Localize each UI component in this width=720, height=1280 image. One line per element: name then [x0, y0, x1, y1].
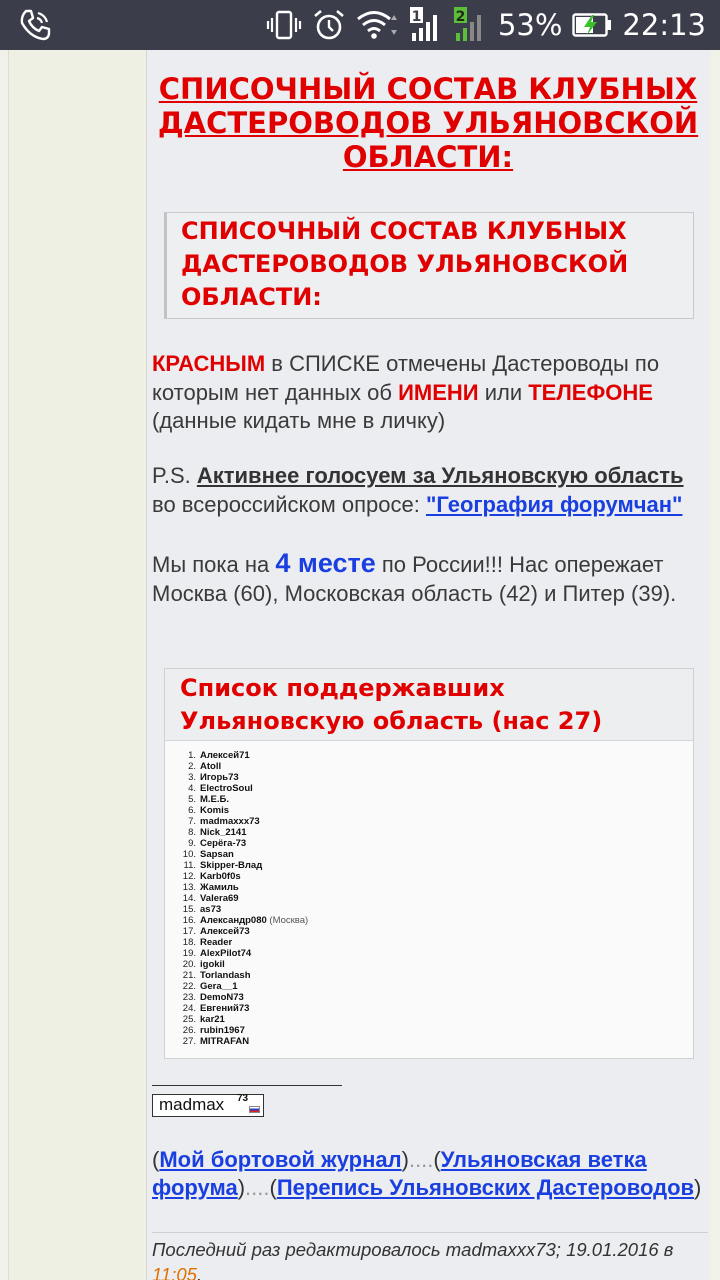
- alarm-icon: [312, 8, 346, 42]
- text-segment: Мы пока на: [152, 552, 276, 577]
- phone-call-icon: [18, 8, 52, 47]
- list-item: [179, 904, 308, 915]
- list-item-note: (Москва): [266, 915, 309, 926]
- list-item: [179, 981, 308, 992]
- paragraph-ps: [152, 462, 712, 519]
- list-item-number: 13.: [182, 882, 196, 893]
- list-item-name: Игорь73: [200, 772, 239, 783]
- list-item: [179, 805, 308, 816]
- list-item-number: 22.: [182, 981, 196, 992]
- text-segment: или: [478, 379, 529, 405]
- list-item-name: as73: [200, 904, 222, 915]
- edited-time: 11:05: [152, 1264, 197, 1280]
- badge-text: madmax: [159, 1095, 225, 1114]
- list-item-name: М.Е.Б.: [200, 794, 229, 805]
- list-item: [179, 772, 308, 783]
- list-item: [179, 783, 308, 794]
- list-item-name: Алексей71: [200, 750, 250, 761]
- list-item: [179, 816, 308, 827]
- supporters-box: [164, 668, 694, 1059]
- edited-text: Последний раз редактировалось madmaxxx73; 19.01.2016 в: [152, 1239, 674, 1260]
- list-item: [179, 794, 308, 805]
- list-item: [179, 882, 308, 893]
- list-item-name: Евгений73: [200, 1003, 250, 1014]
- list-item: [179, 1003, 308, 1014]
- list-item-name: Torlandash: [200, 970, 251, 981]
- list-item: [179, 915, 308, 926]
- list-item-number: 19.: [182, 948, 196, 959]
- list-item-name: Karb0f0s: [200, 871, 241, 882]
- list-item-number: 26.: [182, 1025, 196, 1036]
- list-item: [179, 948, 308, 959]
- list-item-name: Nick_2141: [200, 827, 247, 838]
- list-item: [179, 937, 308, 948]
- supporters-header: [165, 669, 693, 741]
- rank-highlight: 4 месте: [275, 548, 376, 578]
- edited-note: [152, 1237, 712, 1280]
- red-phone: ТЕЛЕФОНЕ: [528, 379, 653, 405]
- list-item-name: DemoN73: [200, 992, 244, 1003]
- census-link[interactable]: Перепись Ульяновских Дастероводов: [276, 1175, 695, 1200]
- list-item: [179, 926, 308, 937]
- ps-label: P.S.: [152, 463, 197, 488]
- list-item-name: ElectroSoul: [200, 783, 253, 794]
- paren: (: [269, 1175, 277, 1200]
- vote-call: Активнее голосуем за Ульяновскую область: [196, 463, 684, 488]
- list-item-number: 2.: [188, 761, 196, 772]
- list-item-name: Жамиль: [200, 882, 239, 893]
- list-item-number: 6.: [188, 805, 196, 816]
- text-segment: во всероссийском опросе:: [152, 491, 426, 517]
- footer-divider: [152, 1232, 708, 1233]
- list-item-number: 9.: [188, 838, 196, 849]
- list-item-number: 17.: [182, 926, 196, 937]
- red-word: КРАСНЫМ: [152, 351, 266, 376]
- text-segment: по России!!! Нас опережает Москва (60), Московская область (42) и Питер (39).: [152, 552, 677, 606]
- paren: (: [152, 1147, 160, 1172]
- svg-text:2: 2: [455, 9, 466, 25]
- list-item-name: Atoll: [200, 761, 222, 772]
- list-item-name: igokil: [200, 959, 225, 970]
- signature-links: [152, 1146, 712, 1202]
- post-title: СПИСОЧНЫЙ СОСТАВ КЛУБНЫХ ДАСТЕРОВОДОВ УЛЬЯНОВСКОЙ ОБЛАСТИ:: [157, 72, 699, 174]
- list-item-name: Komis: [200, 805, 230, 816]
- status-bar: [0, 0, 720, 50]
- user-badge[interactable]: [152, 1094, 264, 1117]
- list-item-number: 10.: [182, 849, 196, 860]
- list-item-number: 23.: [182, 992, 196, 1003]
- signal-icon-sim2: [454, 7, 488, 43]
- list-item-name: Александр080: [200, 915, 267, 926]
- list-item: [179, 838, 308, 849]
- list-item-number: 11.: [183, 860, 196, 871]
- list-item-number: 24.: [182, 1003, 196, 1014]
- clock: 22:13: [622, 8, 706, 42]
- flag-icon: [249, 1106, 260, 1113]
- list-item: [179, 1036, 308, 1047]
- paren: (: [433, 1147, 441, 1172]
- list-item-number: 3.: [188, 772, 196, 783]
- list-item: [179, 849, 308, 860]
- list-item-number: 12.: [182, 871, 196, 882]
- list-item-number: 15.: [182, 904, 196, 915]
- signature-divider: [152, 1085, 342, 1086]
- list-item-number: 21.: [182, 970, 196, 981]
- red-name: ИМЕНИ: [398, 379, 479, 405]
- list-item-number: 25.: [182, 1014, 196, 1025]
- list-item-name: Sapsan: [200, 849, 234, 860]
- list-item-name: kar21: [200, 1014, 225, 1025]
- paren: ): [237, 1175, 246, 1200]
- list-item-name: rubin1967: [200, 1025, 245, 1036]
- list-item: [179, 827, 308, 838]
- forum-branch-link[interactable]: Ульяновская ветка форума: [152, 1147, 647, 1200]
- vibrate-icon: [266, 9, 302, 41]
- supporters-title: Список поддержавших Ульяновскую область (нас 27): [180, 674, 603, 735]
- poll-link[interactable]: "География форумчан": [425, 491, 683, 517]
- list-item-number: 18.: [182, 937, 196, 948]
- quote-block: [164, 212, 694, 319]
- list-item: [179, 750, 308, 761]
- list-item-name: MITRAFAN: [200, 1036, 250, 1047]
- text-segment: (данные кидать мне в личку): [152, 408, 446, 433]
- list-item: [179, 1014, 308, 1025]
- list-item-name: madmaxxx73: [200, 816, 260, 827]
- text-segment: в СПИСКЕ отмечены Дастероводы по которым нет данных об: [152, 351, 660, 405]
- list-item: [179, 959, 308, 970]
- list-item: [179, 761, 308, 772]
- list-item-number: 5.: [188, 794, 196, 805]
- signal-icon: [410, 7, 444, 43]
- list-item-name: Reader: [200, 937, 233, 948]
- list-item-name: Gera__1: [200, 981, 238, 992]
- list-item-name: Алексей73: [200, 926, 250, 937]
- paragraph-red-note: [152, 350, 712, 436]
- left-column: [8, 50, 146, 1280]
- list-item-name: Серёга-73: [200, 838, 247, 849]
- wifi-icon: [356, 9, 400, 41]
- edited-end: .: [196, 1264, 203, 1280]
- dots-separator: ....: [408, 1147, 434, 1172]
- list-item-number: 14.: [182, 893, 196, 904]
- list-item: [179, 893, 308, 904]
- paren: ): [401, 1147, 409, 1172]
- logbook-link[interactable]: Мой бортовой журнал: [159, 1147, 402, 1172]
- dots-separator: ....: [245, 1175, 270, 1200]
- list-item-number: 4.: [188, 783, 196, 794]
- list-item-name: Skipper-Влад: [200, 860, 263, 871]
- list-item: [179, 1025, 308, 1036]
- quote-title: СПИСОЧНЫЙ СОСТАВ КЛУБНЫХ ДАСТЕРОВОДОВ УЛЬЯНОВСКОЙ ОБЛАСТИ:: [181, 217, 629, 311]
- list-item: [179, 970, 308, 981]
- list-item: [179, 860, 308, 871]
- list-item-number: 8.: [188, 827, 196, 838]
- list-item-number: 27.: [182, 1036, 196, 1047]
- list-item-number: 7.: [188, 816, 196, 827]
- battery-percent: 53%: [497, 8, 563, 42]
- paragraph-rank: [152, 549, 712, 608]
- list-item-name: Valera69: [200, 893, 239, 904]
- list-item-number: 1.: [188, 750, 196, 761]
- supporters-list: [179, 750, 308, 1047]
- list-item: [179, 871, 308, 882]
- list-item-number: 16.: [182, 915, 196, 926]
- list-item: [179, 992, 308, 1003]
- paren: ): [694, 1175, 702, 1200]
- list-item-number: 20.: [182, 959, 196, 970]
- list-item-name: AlexPilot74: [200, 948, 252, 959]
- battery-charging-icon: [572, 12, 612, 38]
- svg-text:1: 1: [411, 9, 422, 25]
- badge-number: 73: [237, 1093, 249, 1104]
